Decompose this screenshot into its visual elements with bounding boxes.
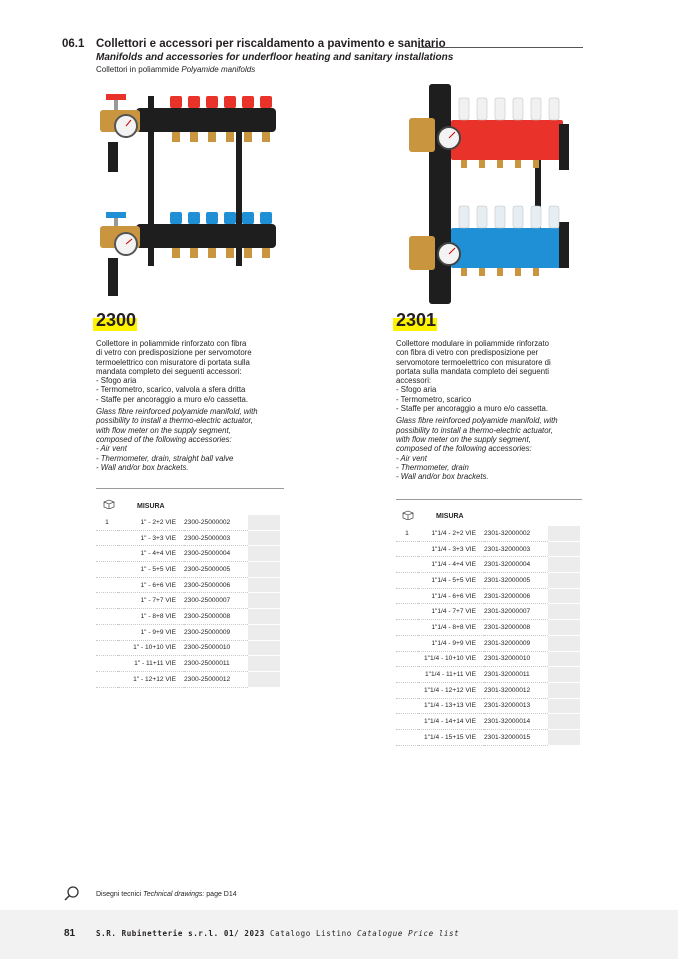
size-cell: 1"1/4 - 9+9 VIE bbox=[418, 635, 484, 651]
article-code-cell: 2300-25000011 bbox=[184, 656, 248, 672]
footer-edition: 01/ 2023 bbox=[223, 929, 265, 938]
section-title-en: Manifolds and accessories for underfloor heating and sanitary installations bbox=[96, 52, 454, 63]
package-icon bbox=[103, 499, 115, 509]
article-code-cell: 2300-25000006 bbox=[184, 577, 248, 593]
footer-label-it: Catalogo Listino bbox=[269, 929, 352, 938]
table-row bbox=[96, 515, 280, 530]
price-cell bbox=[248, 515, 280, 530]
quantity-cell bbox=[396, 667, 418, 683]
size-cell: 1" - 8+8 VIE bbox=[118, 609, 184, 625]
price-cell bbox=[548, 651, 580, 667]
footer-text bbox=[96, 929, 459, 938]
price-table-2300 bbox=[96, 515, 280, 688]
article-code-cell: 2301-32000006 bbox=[484, 588, 548, 604]
size-cell: 1" - 5+5 VIE bbox=[118, 562, 184, 578]
desc-line-en: with flow meter on the supply segment, bbox=[396, 434, 531, 444]
table-row bbox=[396, 729, 580, 745]
table-row bbox=[396, 557, 580, 573]
desc-line-en: possibility to install a thermo-electric actuator, bbox=[396, 425, 553, 435]
quantity-cell bbox=[96, 640, 118, 656]
size-cell: 1" - 6+6 VIE bbox=[118, 577, 184, 593]
desc-line-en: - Wall and/or box brackets. bbox=[96, 462, 189, 472]
quantity-cell bbox=[396, 541, 418, 557]
desc-line: - Sfogo aria bbox=[96, 376, 137, 386]
price-cell bbox=[248, 577, 280, 593]
section-number: 06.1 bbox=[62, 38, 85, 50]
article-code-cell: 2300-25000003 bbox=[184, 530, 248, 546]
price-cell bbox=[548, 682, 580, 698]
desc-line: - Staffe per ancoraggio a muro e/o cassetta. bbox=[396, 404, 548, 414]
article-code-cell: 2300-25000012 bbox=[184, 671, 248, 687]
table-row bbox=[396, 620, 580, 636]
footer-company: S.R. Rubinetterie s.r.l. bbox=[96, 929, 219, 938]
article-code-cell: 2301-32000003 bbox=[484, 541, 548, 557]
article-code-cell: 2300-25000009 bbox=[184, 624, 248, 640]
article-code-cell: 2300-25000002 bbox=[184, 515, 248, 530]
table-row bbox=[396, 635, 580, 651]
table-header-misura: MISURA bbox=[436, 513, 464, 520]
price-cell bbox=[548, 635, 580, 651]
quantity-cell bbox=[396, 573, 418, 589]
table-row bbox=[396, 698, 580, 714]
desc-line: servomotore termoelettrico con misuratore di bbox=[396, 357, 551, 367]
desc-line-en: Glass fibre reinforced polyamide manifold, with bbox=[396, 416, 558, 426]
quantity-cell bbox=[96, 546, 118, 562]
size-cell: 1"1/4 - 12+12 VIE bbox=[418, 682, 484, 698]
size-cell: 1"1/4 - 13+13 VIE bbox=[418, 698, 484, 714]
article-code-cell: 2300-25000008 bbox=[184, 609, 248, 625]
product-code-2300: 2300 bbox=[96, 310, 137, 330]
size-cell: 1"1/4 - 5+5 VIE bbox=[418, 573, 484, 589]
tech-page-ref: page D14 bbox=[206, 891, 237, 898]
size-cell: 1"1/4 - 4+4 VIE bbox=[418, 557, 484, 573]
desc-line-en: - Air vent bbox=[96, 444, 127, 454]
table-row bbox=[96, 593, 280, 609]
desc-line: - Termometro, scarico, valvola a sfera dritta bbox=[96, 385, 246, 395]
price-cell bbox=[548, 604, 580, 620]
desc-line-en: - Thermometer, drain, straight ball valve bbox=[96, 453, 234, 463]
quantity-cell bbox=[96, 656, 118, 672]
table-row bbox=[96, 624, 280, 640]
desc-line: - Staffe per ancoraggio a muro e/o cassetta. bbox=[96, 394, 248, 404]
desc-line: termoelettrico con misuratore di portata sulla bbox=[96, 357, 250, 367]
price-cell bbox=[548, 526, 580, 541]
size-cell: 1"1/4 - 2+2 VIE bbox=[418, 526, 484, 541]
table-row bbox=[96, 546, 280, 562]
quantity-cell bbox=[396, 588, 418, 604]
size-cell: 1" - 4+4 VIE bbox=[118, 546, 184, 562]
desc-line: portata sulla mandata completo dei seguenti bbox=[396, 366, 550, 376]
size-cell: 1"1/4 - 11+11 VIE bbox=[418, 667, 484, 683]
article-code-cell: 2301-32000010 bbox=[484, 651, 548, 667]
price-cell bbox=[548, 557, 580, 573]
quantity-cell bbox=[96, 609, 118, 625]
price-cell bbox=[248, 671, 280, 687]
header-rule bbox=[418, 47, 583, 48]
quantity-cell bbox=[96, 624, 118, 640]
table-row bbox=[396, 604, 580, 620]
article-code-cell: 2301-32000002 bbox=[484, 526, 548, 541]
product-code-2301: 2301 bbox=[396, 310, 437, 330]
table-row bbox=[396, 682, 580, 698]
article-code-cell: 2301-32000007 bbox=[484, 604, 548, 620]
price-cell bbox=[548, 588, 580, 604]
size-cell: 1" - 2+2 VIE bbox=[118, 515, 184, 530]
article-code-cell: 2301-32000005 bbox=[484, 573, 548, 589]
article-code-cell: 2301-32000011 bbox=[484, 667, 548, 683]
subtitle-en: Polyamide manifolds bbox=[181, 65, 256, 74]
quantity-cell bbox=[396, 651, 418, 667]
page-number: 81 bbox=[64, 928, 76, 939]
price-cell bbox=[548, 573, 580, 589]
table-row bbox=[96, 530, 280, 546]
tech-label-en: Technical drawings: bbox=[143, 891, 205, 898]
price-cell bbox=[248, 593, 280, 609]
table-row bbox=[396, 714, 580, 730]
table-row bbox=[396, 541, 580, 557]
quantity-cell bbox=[396, 729, 418, 745]
size-cell: 1" - 9+9 VIE bbox=[118, 624, 184, 640]
article-code-cell: 2301-32000008 bbox=[484, 620, 548, 636]
price-cell bbox=[548, 667, 580, 683]
section-title-it: Collettori e accessori per riscaldamento a pavimento e sanitario bbox=[96, 38, 446, 50]
article-code-cell: 2301-32000012 bbox=[484, 682, 548, 698]
package-icon bbox=[402, 510, 414, 520]
quantity-cell bbox=[96, 671, 118, 687]
size-cell: 1" - 11+11 VIE bbox=[118, 656, 184, 672]
article-code-cell: 2301-32000004 bbox=[484, 557, 548, 573]
size-cell: 1" - 12+12 VIE bbox=[118, 671, 184, 687]
manifold-2300-image bbox=[96, 86, 286, 301]
magnifier-icon bbox=[64, 886, 80, 902]
article-code-cell: 2300-25000007 bbox=[184, 593, 248, 609]
description-2300 bbox=[96, 339, 292, 472]
quantity-cell: 1 bbox=[396, 526, 418, 541]
desc-line: Collettore in poliammide rinforzato con fibra bbox=[96, 339, 247, 348]
size-cell: 1" - 3+3 VIE bbox=[118, 530, 184, 546]
desc-line: di vetro con predisposizione per servomotore bbox=[96, 348, 252, 358]
desc-line: con fibra di vetro con predisposizione per bbox=[396, 348, 539, 358]
table-row bbox=[96, 562, 280, 578]
table-row bbox=[96, 640, 280, 656]
desc-line: accessori: bbox=[396, 376, 432, 386]
table-row bbox=[396, 573, 580, 589]
price-cell bbox=[248, 624, 280, 640]
table-header-misura: MISURA bbox=[137, 503, 165, 510]
article-code-cell: 2300-25000010 bbox=[184, 640, 248, 656]
tech-label-it: Disegni tecnici bbox=[96, 891, 142, 898]
table-row bbox=[96, 609, 280, 625]
price-cell bbox=[548, 620, 580, 636]
subtitle-it: Collettori in poliammide bbox=[96, 65, 180, 74]
price-cell bbox=[248, 530, 280, 546]
desc-line-en: composed of the following accessories: bbox=[96, 434, 232, 444]
price-cell bbox=[548, 714, 580, 730]
size-cell: 1"1/4 - 10+10 VIE bbox=[418, 651, 484, 667]
price-cell bbox=[248, 609, 280, 625]
size-cell: 1"1/4 - 14+14 VIE bbox=[418, 714, 484, 730]
separator-2301 bbox=[396, 499, 582, 500]
quantity-cell bbox=[396, 557, 418, 573]
separator-2300 bbox=[96, 488, 284, 489]
quantity-cell bbox=[396, 635, 418, 651]
quantity-cell bbox=[396, 714, 418, 730]
size-cell: 1"1/4 - 7+7 VIE bbox=[418, 604, 484, 620]
desc-line: Collettore modulare in poliammide rinforzato bbox=[396, 339, 549, 348]
table-row bbox=[96, 671, 280, 687]
quantity-cell bbox=[396, 698, 418, 714]
quantity-cell bbox=[96, 562, 118, 578]
quantity-cell: 1 bbox=[96, 515, 118, 530]
price-cell bbox=[248, 562, 280, 578]
price-table-2301 bbox=[396, 526, 580, 746]
price-cell bbox=[548, 698, 580, 714]
price-cell bbox=[248, 656, 280, 672]
table-row bbox=[396, 667, 580, 683]
desc-line: - Termometro, scarico bbox=[396, 394, 472, 404]
footer-label-en: Catalogue Price list bbox=[356, 929, 460, 938]
price-cell bbox=[548, 729, 580, 745]
size-cell: 1"1/4 - 15+15 VIE bbox=[418, 729, 484, 745]
article-code-cell: 2300-25000004 bbox=[184, 546, 248, 562]
price-cell bbox=[248, 546, 280, 562]
quantity-cell bbox=[96, 593, 118, 609]
desc-line-en: with flow meter on the supply segment, bbox=[96, 425, 231, 435]
desc-line-en: - Wall and/or box brackets. bbox=[396, 472, 489, 482]
article-code-cell: 2301-32000014 bbox=[484, 714, 548, 730]
quantity-cell bbox=[396, 682, 418, 698]
desc-line-en: - Air vent bbox=[396, 453, 427, 463]
description-2301 bbox=[396, 339, 592, 481]
size-cell: 1"1/4 - 6+6 VIE bbox=[418, 588, 484, 604]
table-row bbox=[96, 577, 280, 593]
table-row bbox=[396, 588, 580, 604]
desc-line: mandata completo dei seguenti accessori: bbox=[96, 366, 242, 376]
desc-line-en: Glass fibre reinforced polyamide manifold, with bbox=[96, 407, 258, 417]
quantity-cell bbox=[96, 530, 118, 546]
article-code-cell: 2301-32000013 bbox=[484, 698, 548, 714]
desc-line-en: composed of the following accessories: bbox=[396, 444, 532, 454]
desc-line: - Sfogo aria bbox=[396, 385, 437, 395]
quantity-cell bbox=[396, 604, 418, 620]
manifold-2301-image bbox=[405, 78, 580, 306]
size-cell: 1"1/4 - 3+3 VIE bbox=[418, 541, 484, 557]
price-cell bbox=[548, 541, 580, 557]
technical-drawings-ref bbox=[96, 891, 237, 898]
table-row bbox=[396, 526, 580, 541]
quantity-cell bbox=[96, 577, 118, 593]
desc-line-en: possibility to install a thermo-electric actuator, bbox=[96, 416, 253, 426]
article-code-cell: 2301-32000009 bbox=[484, 635, 548, 651]
quantity-cell bbox=[396, 620, 418, 636]
article-code-cell: 2301-32000015 bbox=[484, 729, 548, 745]
table-row bbox=[396, 651, 580, 667]
table-row bbox=[96, 656, 280, 672]
size-cell: 1" - 10+10 VIE bbox=[118, 640, 184, 656]
price-cell bbox=[248, 640, 280, 656]
size-cell: 1"1/4 - 8+8 VIE bbox=[418, 620, 484, 636]
desc-line-en: - Thermometer, drain bbox=[396, 462, 469, 472]
section-subtitle bbox=[96, 65, 255, 74]
article-code-cell: 2300-25000005 bbox=[184, 562, 248, 578]
size-cell: 1" - 7+7 VIE bbox=[118, 593, 184, 609]
